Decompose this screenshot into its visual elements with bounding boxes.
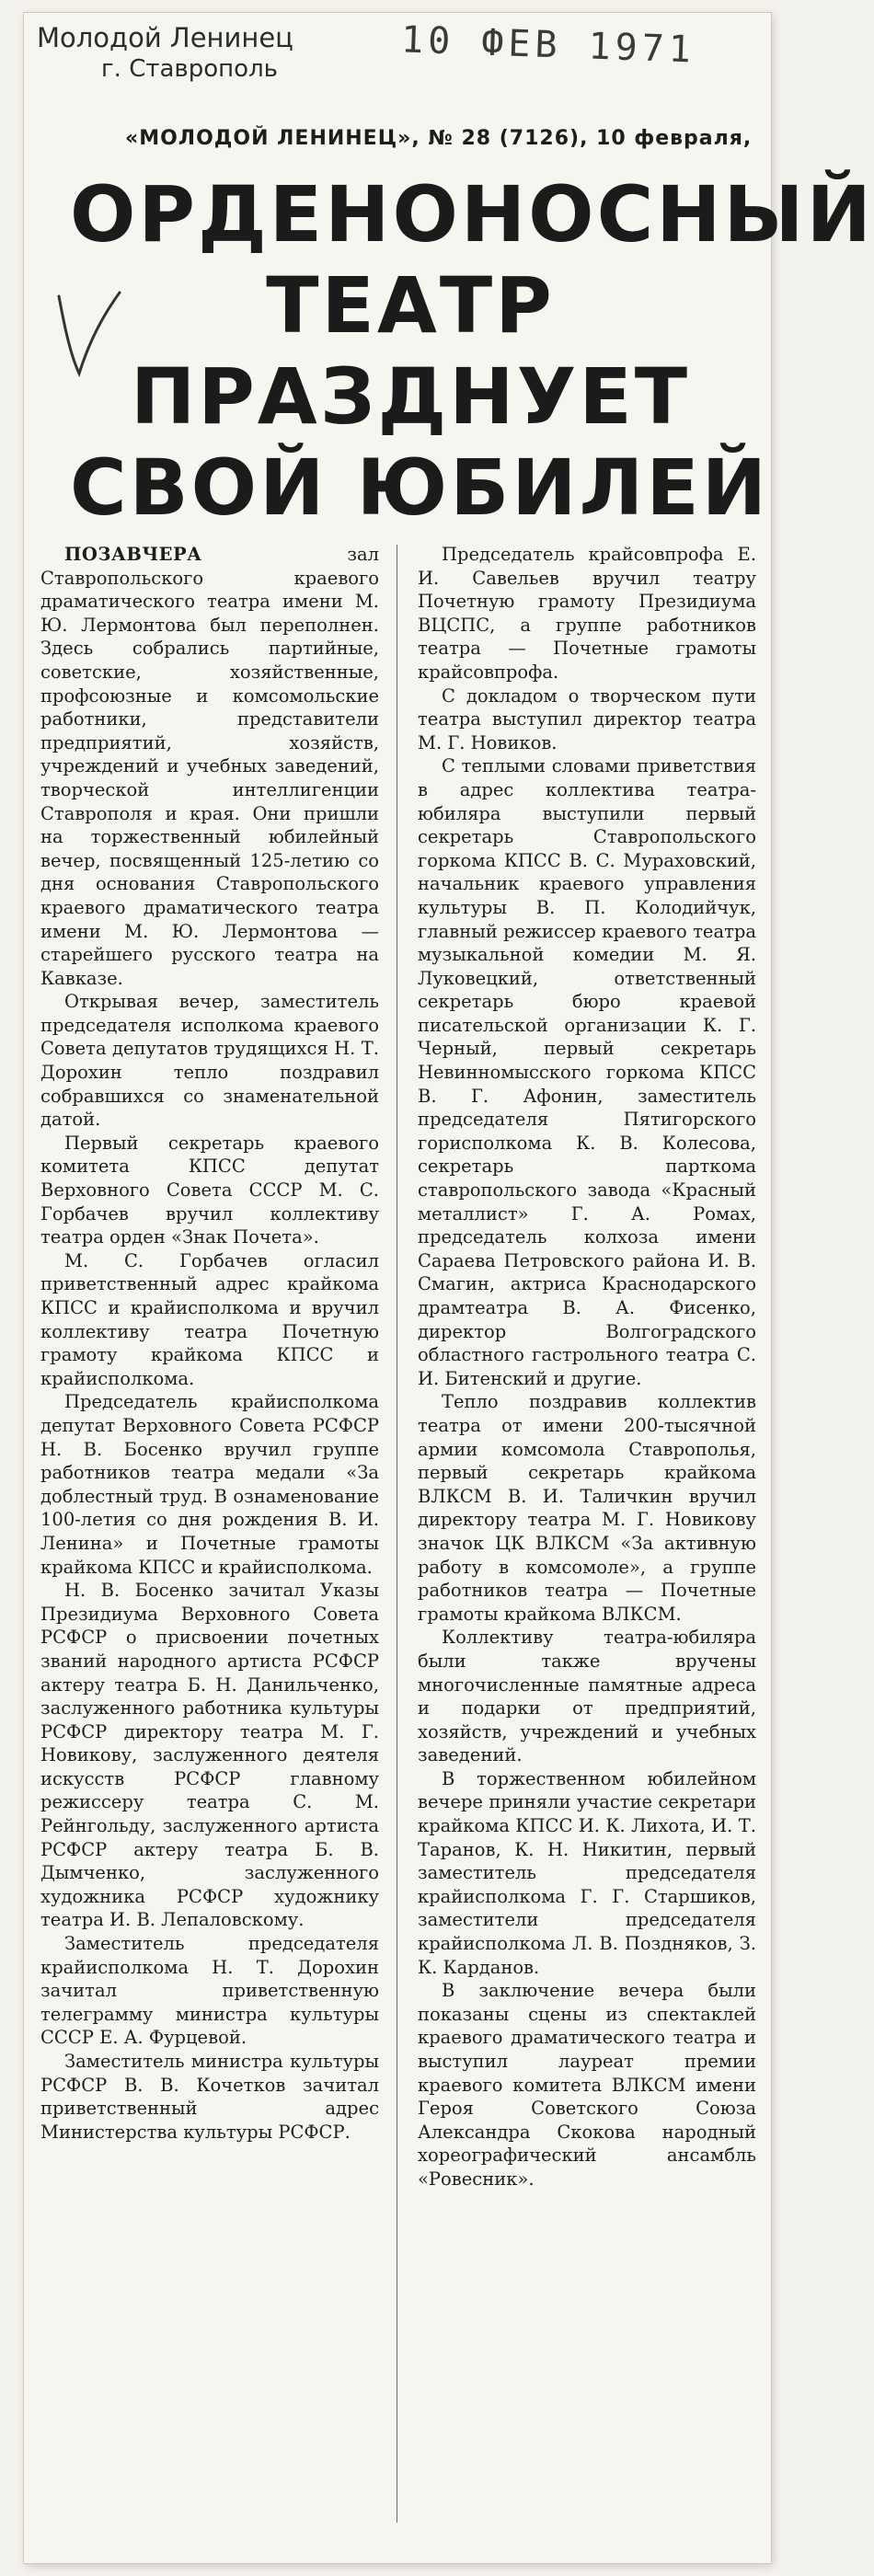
- date-stamp: 10 ФЕВ 1971: [400, 18, 696, 72]
- article-paragraph: Председатель крайисполкома депутат Верховного Совета РСФСР Н. В. Босенко вручил группе работников театра медали «За доблестный труд. В ознаменование 100-летия со дня рождения В. И. Ленина» и Почетные грамоты крайкома КПСС и крайисполкома.: [40, 1391, 379, 1578]
- masthead-line: «МОЛОДОЙ ЛЕНИНЕЦ», № 28 (7126), 10 февраля,: [125, 127, 753, 150]
- article-paragraph: Тепло поздравив коллектив театра от имени 200-тысячной армии комсомола Ставрополья, первый секретарь крайкома ВЛКСМ В. И. Таличкин вручил директору театра М. Г. Новикову значок ЦК ВЛКСМ «За активную работу в комсомоле», а группе работников театра — Почетные грамоты крайкома ВЛКСМ.: [418, 1391, 756, 1625]
- headline-line: ТЕАТР: [266, 260, 555, 351]
- newspaper-clipping: [24, 13, 874, 2563]
- article-paragraph: Заместитель председателя крайисполкома Н. Т. Дорохин зачитал приветственную телеграмму министра культуры СССР Е. А. Фурцевой.: [40, 1933, 379, 2049]
- article-column-left: [40, 543, 379, 2144]
- source-newspaper-name: Молодой Ленинец: [37, 22, 293, 53]
- article-paragraph: В торжественном юбилейном вечере приняли участие секретари крайкома КПСС И. К. Лихота, И. Т. Таранов, К. Н. Никитин, первый заместитель председателя крайисполкома Г. Г. Старшиков, заместители председателя крайисполкома Л. В. Поздняков, З. К. Карданов.: [418, 1767, 756, 1978]
- article-paragraph: С докладом о творческом пути театра выступил директор театра М. Г. Новиков.: [418, 684, 756, 753]
- article-paragraph: Коллективу театра-юбиляра были также вручены многочисленные памятные адреса и подарки от предприятий, хозяйств, учреждений и учебных заведений.: [418, 1627, 756, 1766]
- article-paragraph: Заместитель министра культуры РСФСР В. В. Кочетков зачитал приветственный адрес Министерства культуры РСФСР.: [40, 2051, 379, 2143]
- source-stamp: [37, 22, 386, 85]
- article-paragraph: Открывая вечер, заместитель председателя исполкома краевого Совета депутатов трудящихся Н. Т. Дорохин тепло поздравил собравшихся со знаменательной датой.: [40, 991, 379, 1131]
- article-paragraph: Председатель крайсовпрофа Е. И. Савельев вручил театру Почетную грамоту Президиума ВЦСПС, а группе работников театра — Почетные грамоты крайсовпрофа.: [418, 544, 756, 683]
- article-paragraph: Первый секретарь краевого комитета КПСС депутат Верховного Совета СССР М. С. Горбачев вручил коллективу театра орден «Знак Почета».: [40, 1132, 379, 1248]
- source-city: г. Ставрополь: [101, 55, 279, 83]
- lead-paragraph-text: зал Ставропольского краевого драматического театра имени М. Ю. Лермонтова был переполнен. Здесь собрались партийные, советские, хозяйственные, профсоюзные и комсомольские работники, представители предприятий, хозяйств, учреждений и учебных заведений, творческой интеллигенции Ставрополя и края. Они пришли на торжественный юбилейный вечер, посвященный 125-летию со дня основания Ставропольского краевого драматического театра имени М. Ю. Лермонтова — старейшего русского театра на Кавказе.: [40, 544, 379, 989]
- article-column-right: [418, 543, 756, 2191]
- headline-line: ОРДЕНОНОСНЫЙ: [70, 169, 874, 259]
- article-paragraph: [40, 543, 379, 990]
- article-paragraph: М. С. Горбачев огласил приветственный адрес крайкома КПСС и крайисполкома и вручил коллективу театра Почетную грамоту крайкома КПСС и крайисполкома.: [40, 1249, 379, 1389]
- article-paragraph: С теплыми словами приветствия в адрес коллектива театра-юбиляра выступили первый секретарь Ставропольского горкома КПСС В. С. Мураховский, начальник краевого управления культуры В. П. Колодийчук, главный режиссер краевого театра музыкальной комедии М. Я. Луковецкий, ответственный секретарь бюро краевой писательской организации К. Г. Черный, первый секретарь Невинномысского горкома КПСС В. Г. Афонин, заместитель председателя Пятигорского горисполкома К. В. Колесова, секретарь парткома ставропольского завода «Красный металлист» Г. А. Ромах, председатель колхоза имени Сараева Петровского района И. В. Смагин, актриса Краснодарского драмтеатра В. А. Фисенко, директор Волгоградского областного гастрольного театра С. И. Битенский и другие.: [418, 755, 756, 1389]
- lead-word: ПОЗАВЧЕРА: [64, 544, 202, 565]
- article-paragraph: Н. В. Босенко зачитал Указы Президиума Верховного Совета РСФСР о присвоении почетных званий народного артиста РСФСР актеру театра Б. Н. Данильченко, заслуженного работника культуры РСФСР директору театра М. Г. Новикову, заслуженного деятеля искусств РСФСР главному режиссеру театра С. М. Рейнгольду, заслуженного артиста РСФСР актеру театра Б. В. Дымченко, заслуженного художника РСФСР художнику театра И. В. Лепаловскому.: [40, 1580, 379, 1931]
- headline-line: ПРАЗДНУЕТ: [130, 351, 691, 442]
- article-paragraph: В заключение вечера были показаны сцены из спектаклей краевого драматического театра и выступил лауреат премии краевого комитета ВЛКСМ имени Героя Советского Союза Александра Скокова народный хореографический ансамбль «Ровесник».: [418, 1980, 756, 2190]
- article-headline: [70, 169, 874, 534]
- headline-line: СВОЙ ЮБИЛЕЙ: [70, 443, 770, 533]
